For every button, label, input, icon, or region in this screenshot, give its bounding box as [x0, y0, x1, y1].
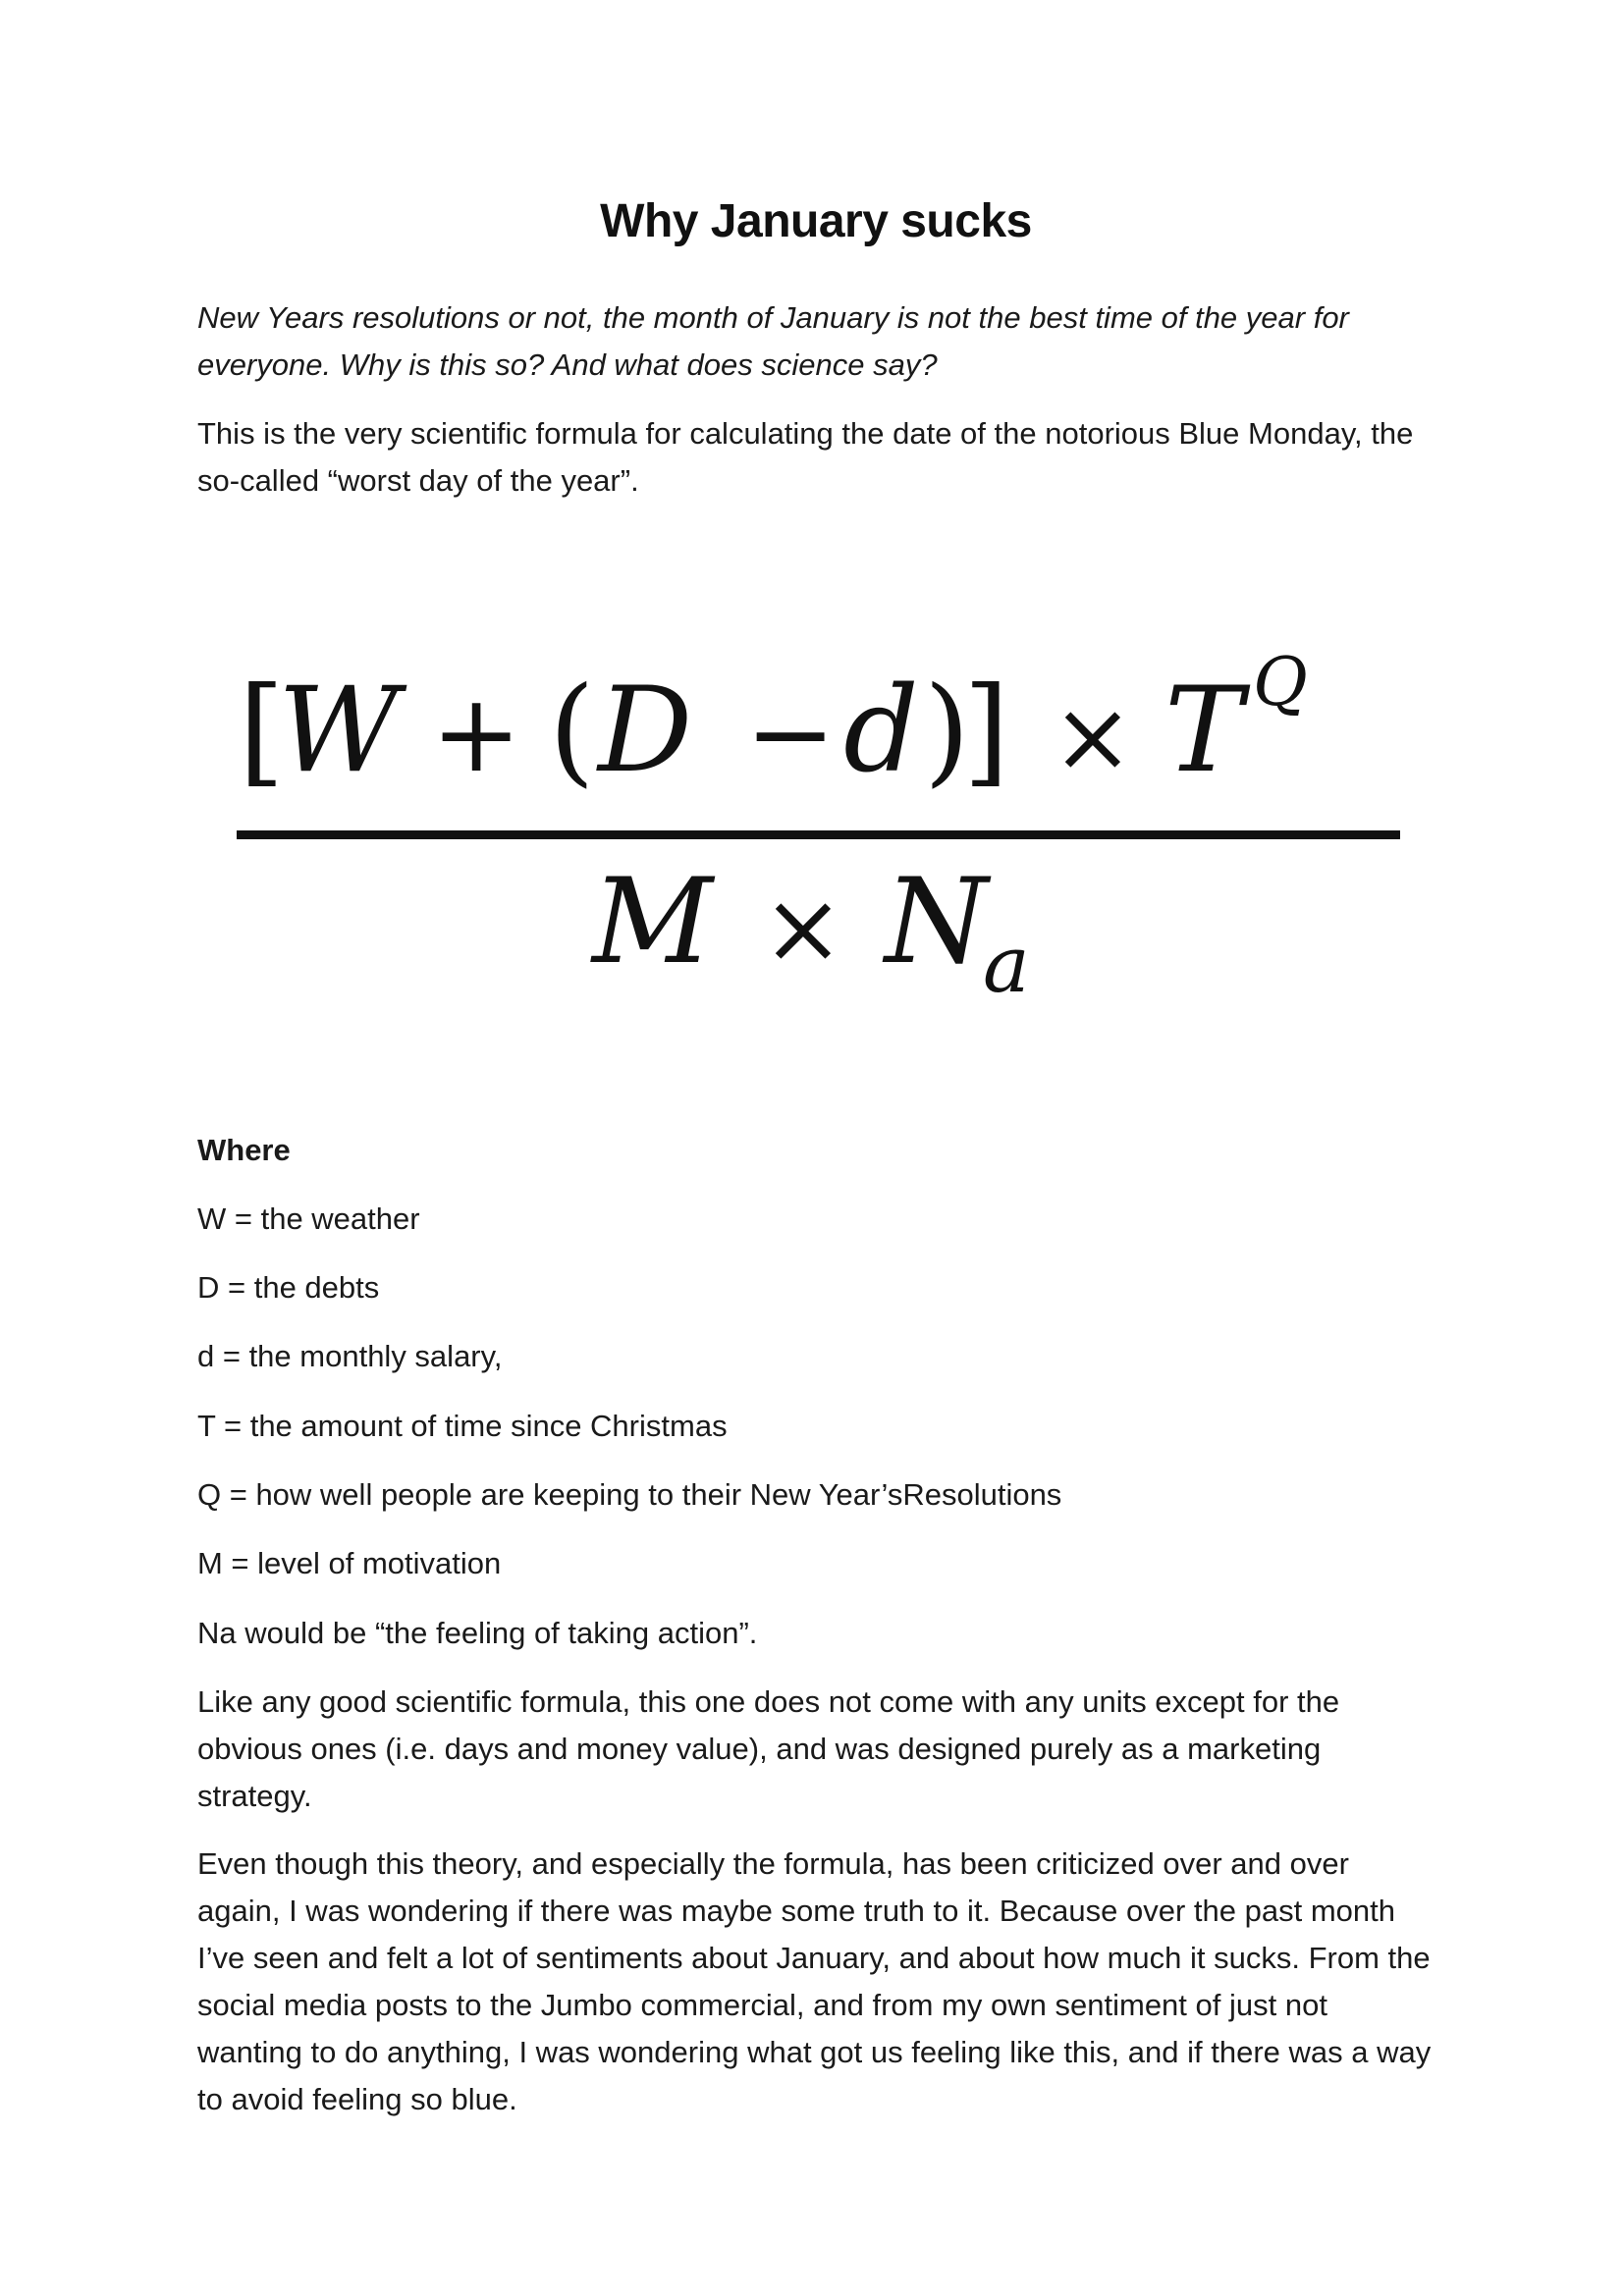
formula-var-N: N	[885, 854, 988, 990]
definition-Q: Q = how well people are keeping to their New Year’sResolutions	[197, 1477, 1062, 1512]
formula-var-D: D	[598, 663, 693, 799]
blue-monday-formula	[237, 638, 1405, 1011]
formula-var-M: M	[592, 854, 713, 990]
where-heading: Where	[197, 1133, 291, 1167]
formula-times-1: ×	[1052, 679, 1134, 794]
definition-D: D = the debts	[197, 1270, 380, 1305]
intro-paragraph: New Years resolutions or not, the month of January is not the best time of the year for everyone. Why is this so? And what does science say?	[197, 300, 1349, 382]
formula-times-2: ×	[762, 871, 844, 986]
formula-exponent-Q: Q	[1253, 644, 1308, 721]
formula-open-bracket: [	[239, 663, 285, 799]
definition-W: W = the weather	[197, 1201, 420, 1236]
definition-T: T = the amount of time since Christmas	[197, 1409, 728, 1443]
formula-svg	[237, 638, 1405, 1011]
definition-d: d = the monthly salary,	[197, 1339, 503, 1373]
units-paragraph: Like any good scientific formula, this one does not come with any units except for the obvious ones (i.e. days and money value), and was designed purely as a marketing strategy.	[197, 1684, 1340, 1813]
formula-open-paren: (	[549, 663, 595, 799]
formula-fraction-bar	[237, 830, 1400, 839]
formula-subscript-a: a	[983, 919, 1030, 1010]
theory-paragraph: Even though this theory, and especially the formula, has been criticized over and over again, I was wondering if there was maybe some truth to it. Because over the past month I’ve seen and felt a lot of sentiments about January, and about how much it sucks. From the social media posts to the Jumbo commercial, and from my own sentiment of just not wanting to do anything, I was wondering what got us feeling like this, and if there was a way to avoid feeling so blue.	[197, 1846, 1432, 2116]
formula-var-d: d	[843, 663, 919, 799]
formula-var-T: T	[1164, 663, 1244, 799]
formula-var-W: W	[278, 663, 400, 799]
formula-intro-paragraph: This is the very scientific formula for calculating the date of the notorious Blue Monday, the so-called “worst day of the year”.	[197, 416, 1414, 498]
formula-close-bracket: ]	[963, 663, 1009, 799]
formula-minus: −	[745, 670, 837, 796]
formula-close-paren: )	[924, 663, 970, 799]
formula-plus: +	[431, 670, 522, 796]
definition-M: M = level of motivation	[197, 1546, 502, 1580]
definition-Na: Na would be “the feeling of taking action”.	[197, 1616, 758, 1650]
document-title: Why January sucks	[600, 195, 1032, 247]
